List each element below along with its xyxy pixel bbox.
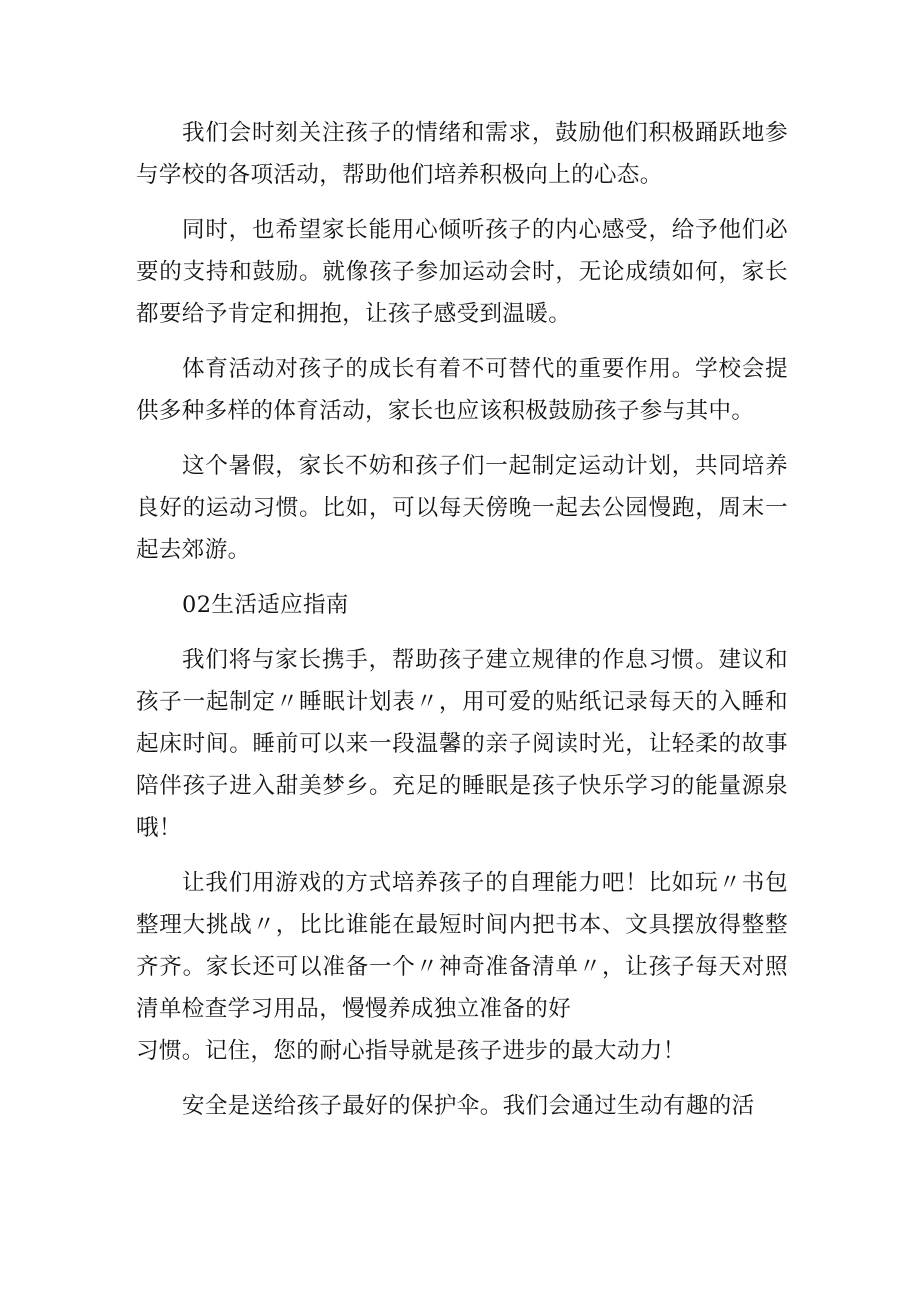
- paragraph-safety: 安全是送给孩子最好的保护伞。我们会通过生动有趣的活: [182, 1093, 755, 1119]
- paragraph-summer-exercise: 这个暑假，家长不妨和孩子们一起制定运动计划，共同培养良好的运动习惯。比如，可以每天傍晚一起去公园慢跑，周末一起去郊游。: [136, 453, 788, 563]
- paragraph-self-care-continued: 习惯。记住，您的耐心指导就是孩子进步的最大动力！: [136, 1038, 686, 1064]
- paragraph-self-care: 让我们用游戏的方式培养孩子的自理能力吧！比如玩〃书包整理大挑战〃，比比谁能在最短时间内把书本、文具摆放得整整齐齐。家长还可以准备一个〃神奇准备清单〃，让孩子每天对照清单检查学习用品，慢慢养成独立准备的好: [136, 870, 788, 1022]
- paragraph-emotional-care: 我们会时刻关注孩子的情绪和需求，鼓励他们积极踊跃地参与学校的各项活动，帮助他们培养积极向上的心态。: [136, 120, 788, 188]
- paragraph-sports-activities: 体育活动对孩子的成长有着不可替代的重要作用。学校会提供多种多样的体育活动，家长也应该积极鼓励孩子参与其中。: [136, 356, 788, 424]
- paragraph-parent-listening: 同时，也希望家长能用心倾听孩子的内心感受，给予他们必要的支持和鼓励。就像孩子参加运动会时，无论成绩如何，家长都要给予肯定和拥抱，让孩子感受到温暖。: [136, 217, 788, 327]
- document-body: [136, 112, 788, 1140]
- section-heading: 02生活适应指南: [182, 592, 349, 618]
- paragraph-sleep-routine: 我们将与家长携手，帮助孩子建立规律的作息习惯。建议和孩子一起制定〃睡眠计划表〃，用可爱的贴纸记录每天的入睡和起床时间。睡前可以来一段温馨的亲子阅读时光，让轻柔的故事陪伴孩子进入甜美梦乡。充足的睡眠是孩子快乐学习的能量源泉哦！: [136, 647, 788, 841]
